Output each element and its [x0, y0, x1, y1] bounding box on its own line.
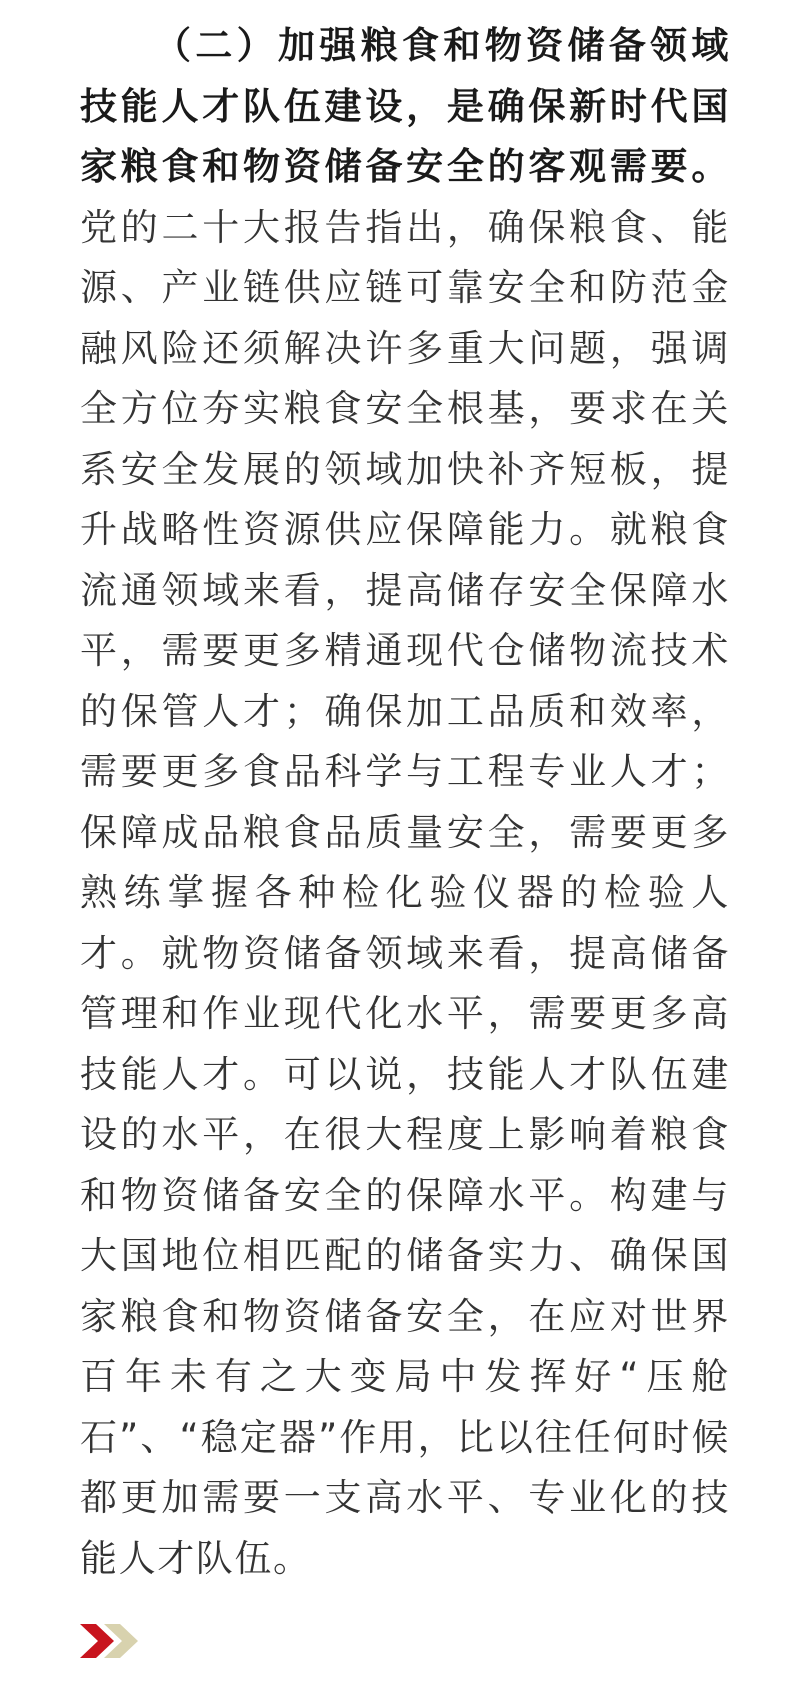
article-body — [80, 16, 730, 1589]
paragraph-text: 党的二十大报告指出，确保粮食、能源、产业链供应链可靠安全和防范金融风险还须解决许多重大问题，强调全方位夯实粮食安全根基，要求在关系安全发展的领域加快补齐短板，提升战略性资源供应保障能力。就粮食流通领域来看，提高储存安全保障水平，需要更多精通现代仓储物流技术的保管人才；确保加工品质和效率，需要更多食品科学与工程专业人才；保障成品粮食品质量安全，需要更多熟练掌握各种检化验仪器的检验人才。就物资储备领域来看，提高储备管理和作业现代化水平，需要更多高技能人才。可以说，技能人才队伍建设的水平，在很大程度上影响着粮食和物资储备安全的保障水平。构建与大国地位相匹配的储备实力、确保国家粮食和物资储备安全，在应对世界百年未有之大变局中发挥好“压舱石”、“稳定器”作用，比以往任何时候都更加需要一支高水平、专业化的技能人才队伍。 — [80, 205, 730, 1580]
chevron-red-icon — [80, 1624, 114, 1658]
double-chevron-icon — [80, 1620, 150, 1662]
section-heading: （二）加强粮食和物资储备领域技能人才队伍建设，是确保新时代国家粮食和物资储备安全的客观需要。 — [80, 24, 730, 188]
article-paragraph — [80, 16, 730, 1589]
